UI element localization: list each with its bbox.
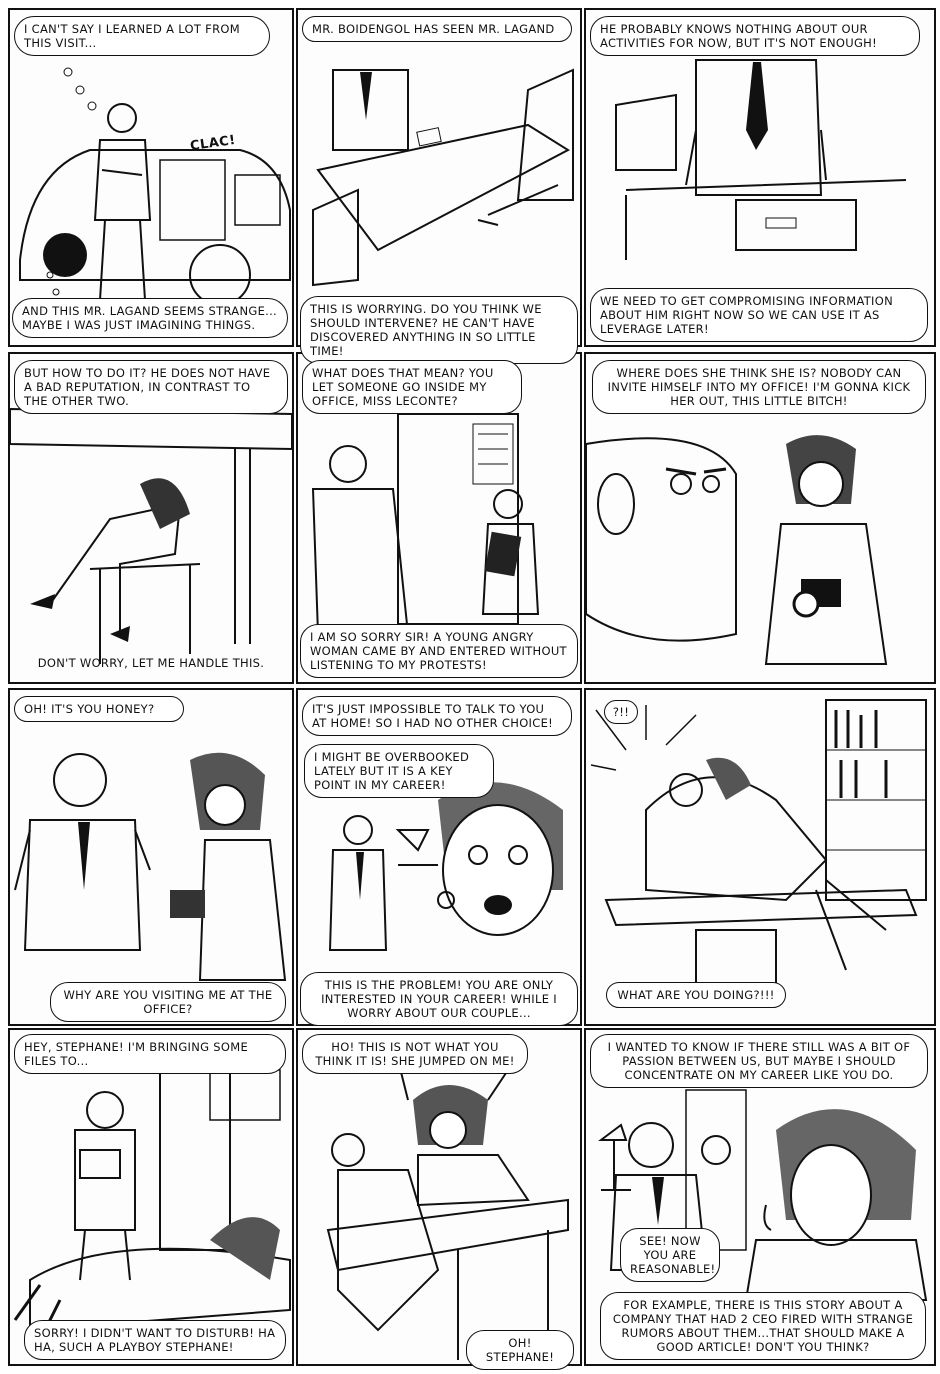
panel-11 [296, 1028, 582, 1366]
speech-bubble: BUT HOW TO DO IT? HE DOES NOT HAVE A BAD REPUTATION, IN CONTRAST TO THE OTHER TWO. [14, 360, 288, 414]
speech-bubble: THIS IS WORRYING. DO YOU THINK WE SHOULD INTERVENE? HE CAN'T HAVE DISCOVERED ANYTHING IN SO LITTLE TIME! [300, 296, 578, 364]
panel-9 [584, 688, 936, 1026]
panel-2 [296, 8, 582, 358]
panel-1 [8, 8, 294, 347]
panel-9-drawing [586, 690, 934, 1024]
thought-bubble: I CAN'T SAY I LEARNED A LOT FROM THIS VISIT... [14, 16, 270, 56]
panel-5 [296, 352, 582, 684]
panel-10-drawing [10, 1030, 292, 1364]
panel-10 [8, 1028, 294, 1366]
speech-bubble: HE PROBABLY KNOWS NOTHING ABOUT OUR ACTIVITIES FOR NOW, BUT IT'S NOT ENOUGH! [590, 16, 920, 56]
speech-bubble: WHY ARE YOU VISITING ME AT THE OFFICE? [50, 982, 286, 1022]
panel-7-drawing [10, 690, 292, 1024]
speech-bubble: ?!! [604, 700, 638, 724]
speech-bubble: FOR EXAMPLE, THERE IS THIS STORY ABOUT A COMPANY THAT HAD 2 CEO FIRED WITH STRANGE RUMORS ABOUT THEM...THAT SHOULD MAKE A GOOD ARTICLE! DON'T YOU THINK? [600, 1292, 926, 1360]
speech-bubble: WHAT ARE YOU DOING?!!! [606, 982, 786, 1008]
panel-11-drawing [298, 1030, 580, 1364]
panel-4 [8, 352, 294, 684]
speech-bubble: I AM SO SORRY SIR! A YOUNG ANGRY WOMAN CAME BY AND ENTERED WITHOUT LISTENING TO MY PROTESTS! [300, 624, 578, 678]
speech-bubble: MR. BOIDENGOL HAS SEEN MR. LAGAND [302, 16, 572, 42]
panel-2-drawing [298, 10, 580, 345]
speech-bubble: WE NEED TO GET COMPROMISING INFORMATION ABOUT HIM RIGHT NOW SO WE CAN USE IT AS LEVERAGE LATER! [590, 288, 928, 342]
speech-bubble: I WANTED TO KNOW IF THERE STILL WAS A BIT OF PASSION BETWEEN US, BUT MAYBE I SHOULD CONCENTRATE ON MY CAREER LIKE YOU DO. [590, 1034, 928, 1088]
speech-bubble: SORRY! I DIDN'T WANT TO DISTURB! HA HA, SUCH A PLAYBOY STEPHANE! [24, 1320, 286, 1360]
speech-bubble: THIS IS THE PROBLEM! YOU ARE ONLY INTERESTED IN YOUR CAREER! WHILE I WORRY ABOUT OUR COUPLE... [300, 972, 578, 1026]
panel-3 [584, 8, 936, 347]
speech-bubble: WHERE DOES SHE THINK SHE IS? NOBODY CAN INVITE HIMSELF INTO MY OFFICE! I'M GONNA KICK HER OUT, THIS LITTLE BITCH! [592, 360, 926, 414]
speech-bubble: WHAT DOES THAT MEAN? YOU LET SOMEONE GO INSIDE MY OFFICE, MISS LECONTE? [302, 360, 522, 414]
panel-7 [8, 688, 294, 1026]
panel-8 [296, 688, 582, 1026]
speech-bubble: SEE! NOW YOU ARE REASONABLE! [620, 1228, 720, 1282]
speech-bubble: OH! STEPHANE! [466, 1330, 574, 1370]
panel-6 [584, 352, 936, 684]
speech-bubble: HEY, STEPHANE! I'M BRINGING SOME FILES TO... [14, 1034, 286, 1074]
caption: DON'T WORRY, LET ME HANDLE THIS. [37, 656, 265, 670]
speech-bubble: I MIGHT BE OVERBOOKED LATELY BUT IT IS A KEY POINT IN MY CAREER! [304, 744, 494, 798]
sound-effect: CLAC! [189, 132, 237, 155]
speech-bubble: OH! IT'S YOU HONEY? [14, 696, 184, 722]
thought-bubble: AND THIS MR. LAGAND SEEMS STRANGE... MAYBE I WAS JUST IMAGINING THINGS. [12, 298, 288, 338]
panel-12 [584, 1028, 936, 1366]
panel-1-drawing [10, 10, 292, 345]
speech-bubble: HO! THIS IS NOT WHAT YOU THINK IT IS! SHE JUMPED ON ME! [302, 1034, 528, 1074]
speech-bubble: IT'S JUST IMPOSSIBLE TO TALK TO YOU AT HOME! SO I HAD NO OTHER CHOICE! [302, 696, 572, 736]
